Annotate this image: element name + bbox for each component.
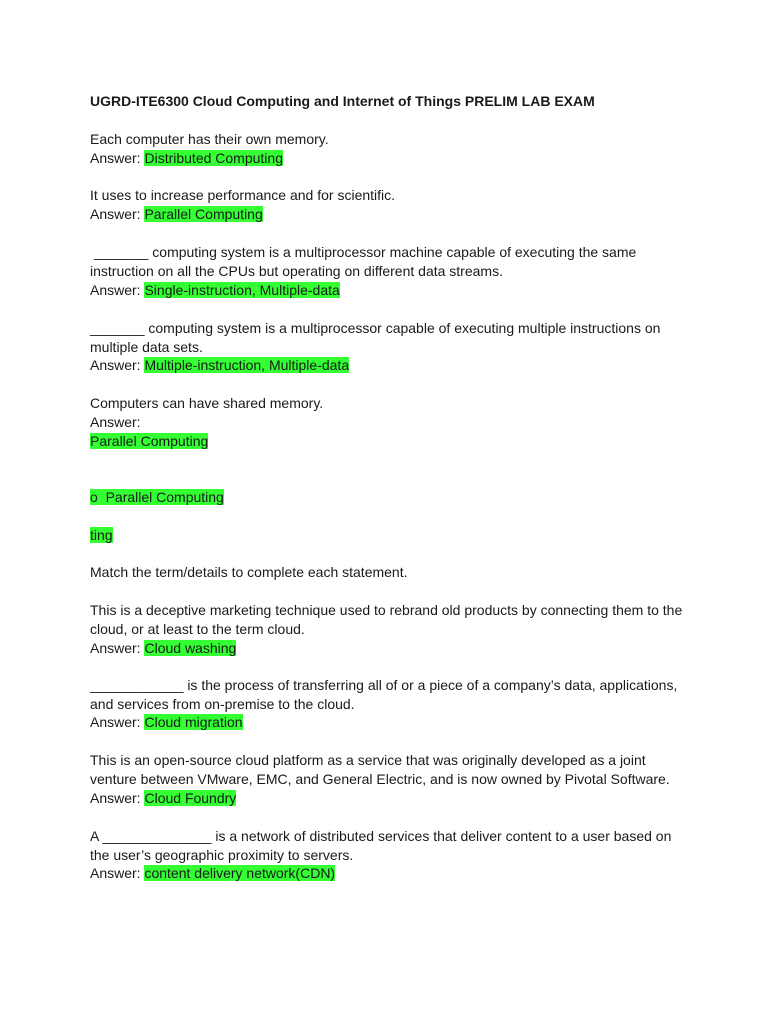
question-1-answer: Distributed Computing (144, 150, 283, 166)
document-title: UGRD-ITE6300 Cloud Computing and Internet of Things PRELIM LAB EXAM (90, 93, 595, 109)
match-2-answer: Cloud migration (144, 714, 243, 730)
match-3-answer: Cloud Foundry (144, 790, 237, 806)
answer-label: Answer: (90, 640, 141, 656)
fragment-line-1 (90, 489, 224, 506)
answer-label: Answer: (90, 282, 141, 298)
answer-label: Answer: (90, 206, 141, 222)
question-4-text-line-1: _______ computing system is a multiprocessor capable of executing multiple instructions on (90, 320, 661, 336)
question-5-answer-label: Answer: (90, 414, 141, 430)
answer-label: Answer: (90, 790, 141, 806)
question-1-text: Each computer has their own memory. (90, 131, 329, 147)
match-4-text-line-1: A ______________ is a network of distributed services that deliver content to a user based on (90, 828, 672, 844)
answer-label: Answer: (90, 865, 141, 881)
question-2-answer-line (90, 206, 263, 223)
question-3-answer-line (90, 282, 340, 299)
question-2-answer: Parallel Computing (144, 206, 263, 222)
question-4-answer: Multiple-instruction, Multiple-data (144, 357, 350, 373)
match-4-answer-line (90, 865, 335, 882)
match-3-text-line-2: venture between VMware, EMC, and General Electric, and is now owned by Pivotal Software. (90, 771, 670, 787)
match-3-answer-line (90, 790, 236, 807)
match-2-answer-line (90, 714, 243, 731)
match-1-answer-line (90, 640, 236, 657)
match-1-text-line-1: This is a deceptive marketing technique used to rebrand old products by connecting them to the (90, 602, 683, 618)
fragment-2: ting (90, 527, 113, 543)
match-2-text-line-2: and services from on-premise to the cloud. (90, 696, 355, 712)
answer-label: Answer: (90, 150, 141, 166)
fragment-1: o Parallel Computing (90, 489, 224, 505)
answer-label: Answer: (90, 714, 141, 730)
match-4-text-line-2: the user’s geographic proximity to servers. (90, 847, 354, 863)
question-3-text-line-1: _______ computing system is a multiprocessor machine capable of executing the same (90, 244, 637, 260)
question-4-answer-line (90, 357, 349, 374)
match-1-text-line-2: cloud, or at least to the term cloud. (90, 621, 305, 637)
match-4-answer: content delivery network(CDN) (144, 865, 336, 881)
question-3-answer: Single-instruction, Multiple-data (144, 282, 340, 298)
question-5-answer-line (90, 433, 208, 450)
match-2-text-line-1: ____________ is the process of transferring all of or a piece of a company’s data, applications, (90, 677, 678, 693)
question-1-answer-line (90, 150, 283, 167)
question-5-answer: Parallel Computing (90, 433, 209, 449)
match-3-text-line-1: This is an open-source cloud platform as a service that was originally developed as a joint (90, 752, 646, 768)
answer-label: Answer: (90, 357, 141, 373)
question-2-text: It uses to increase performance and for scientific. (90, 187, 396, 203)
fragment-line-2 (90, 527, 113, 544)
question-5-text: Computers can have shared memory. (90, 395, 324, 411)
match-1-answer: Cloud washing (144, 640, 237, 656)
question-4-text-line-2: multiple data sets. (90, 339, 203, 355)
question-3-text-line-2: instruction on all the CPUs but operating on different data streams. (90, 263, 503, 279)
section-heading: Match the term/details to complete each statement. (90, 564, 408, 580)
